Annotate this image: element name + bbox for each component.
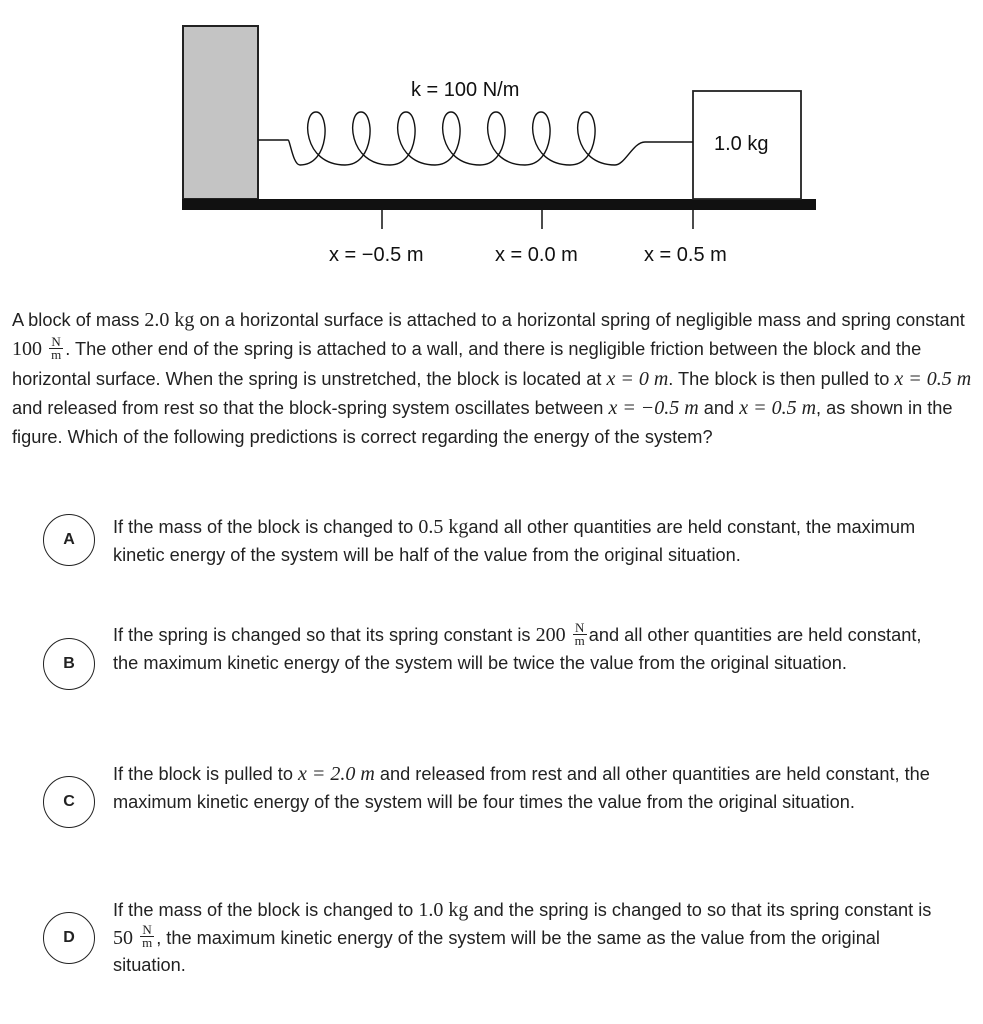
- math-x-min: x = −0.5 m: [608, 396, 699, 419]
- tick-label-neg: x = −0.5 m: [329, 244, 424, 266]
- answer-option-b[interactable]: [0, 619, 983, 706]
- answer-option-c[interactable]: [0, 761, 983, 845]
- question-text: A block of mass 2.0 kg on a horizontal surface is attached to a horizontal spring of negligible mass and spring constant 100 $\frac{N}{m}$ . The other end of the spring is attached to a wall, and there is negligible friction between the block and the horizontal surface. When the spring is unstretched, the block is located at x = 0 m. The block is then pulled to x = 0.5 m and released from rest so that the block-spring system oscillates between x = −0.5 m and x = 0.5 m, as shown in the figure. Which of the following predictions is correct regarding the energy of the system?: [12, 309, 972, 448]
- spring: [258, 112, 693, 165]
- unit-fraction: $\frac{N}{m}$: [51, 333, 62, 362]
- option-d-text: If the mass of the block is changed to 1.0 kg and the spring is changed to so that its spring constant is 50 $\frac{N}{m}$ , the maximum kinetic energy of the system will be the same as the value from the original situation.: [113, 899, 932, 975]
- option-b-text: If the spring is changed so that its spring constant is 200 $\frac{N}{m}$ and all other quantities are held constant, the maximum kinetic energy of the system will be twice the value from the original situation.: [113, 619, 922, 673]
- spring-block-figure: [0, 0, 983, 280]
- answer-option-d[interactable]: [0, 897, 983, 981]
- tick-label-zero: x = 0.0 m: [495, 244, 578, 266]
- tick-label-pos: x = 0.5 m: [644, 244, 727, 266]
- wall: [183, 26, 258, 199]
- option-a-radio[interactable]: A: [43, 514, 95, 566]
- math-spring-constant: 100: [12, 338, 42, 361]
- floor: [182, 199, 816, 210]
- spring-constant-label: k = 100 N/m: [411, 79, 520, 101]
- math-x-release: x = 0.5 m: [894, 367, 972, 390]
- option-d-radio[interactable]: D: [43, 912, 95, 964]
- answer-option-a[interactable]: [0, 514, 983, 574]
- block-mass-label: 1.0 kg: [714, 133, 769, 155]
- math-x-max: x = 0.5 m: [739, 396, 817, 419]
- option-b-radio[interactable]: B: [43, 638, 95, 690]
- math-mass: 2.0 kg: [144, 309, 195, 331]
- spring-diagram: [0, 0, 983, 280]
- option-c-text: If the block is pulled to x = 2.0 m and released from rest and all other quantities are held constant, the maximum kinetic energy of the system will be four times the value from the original situation.: [113, 763, 930, 812]
- option-c-radio[interactable]: C: [43, 776, 95, 828]
- option-a-text: If the mass of the block is changed to 0.5 kgand all other quantities are held constant, the maximum kinetic energy of the system will be half of the value from the original situation.: [113, 516, 916, 565]
- math-x0: x = 0 m: [606, 367, 669, 390]
